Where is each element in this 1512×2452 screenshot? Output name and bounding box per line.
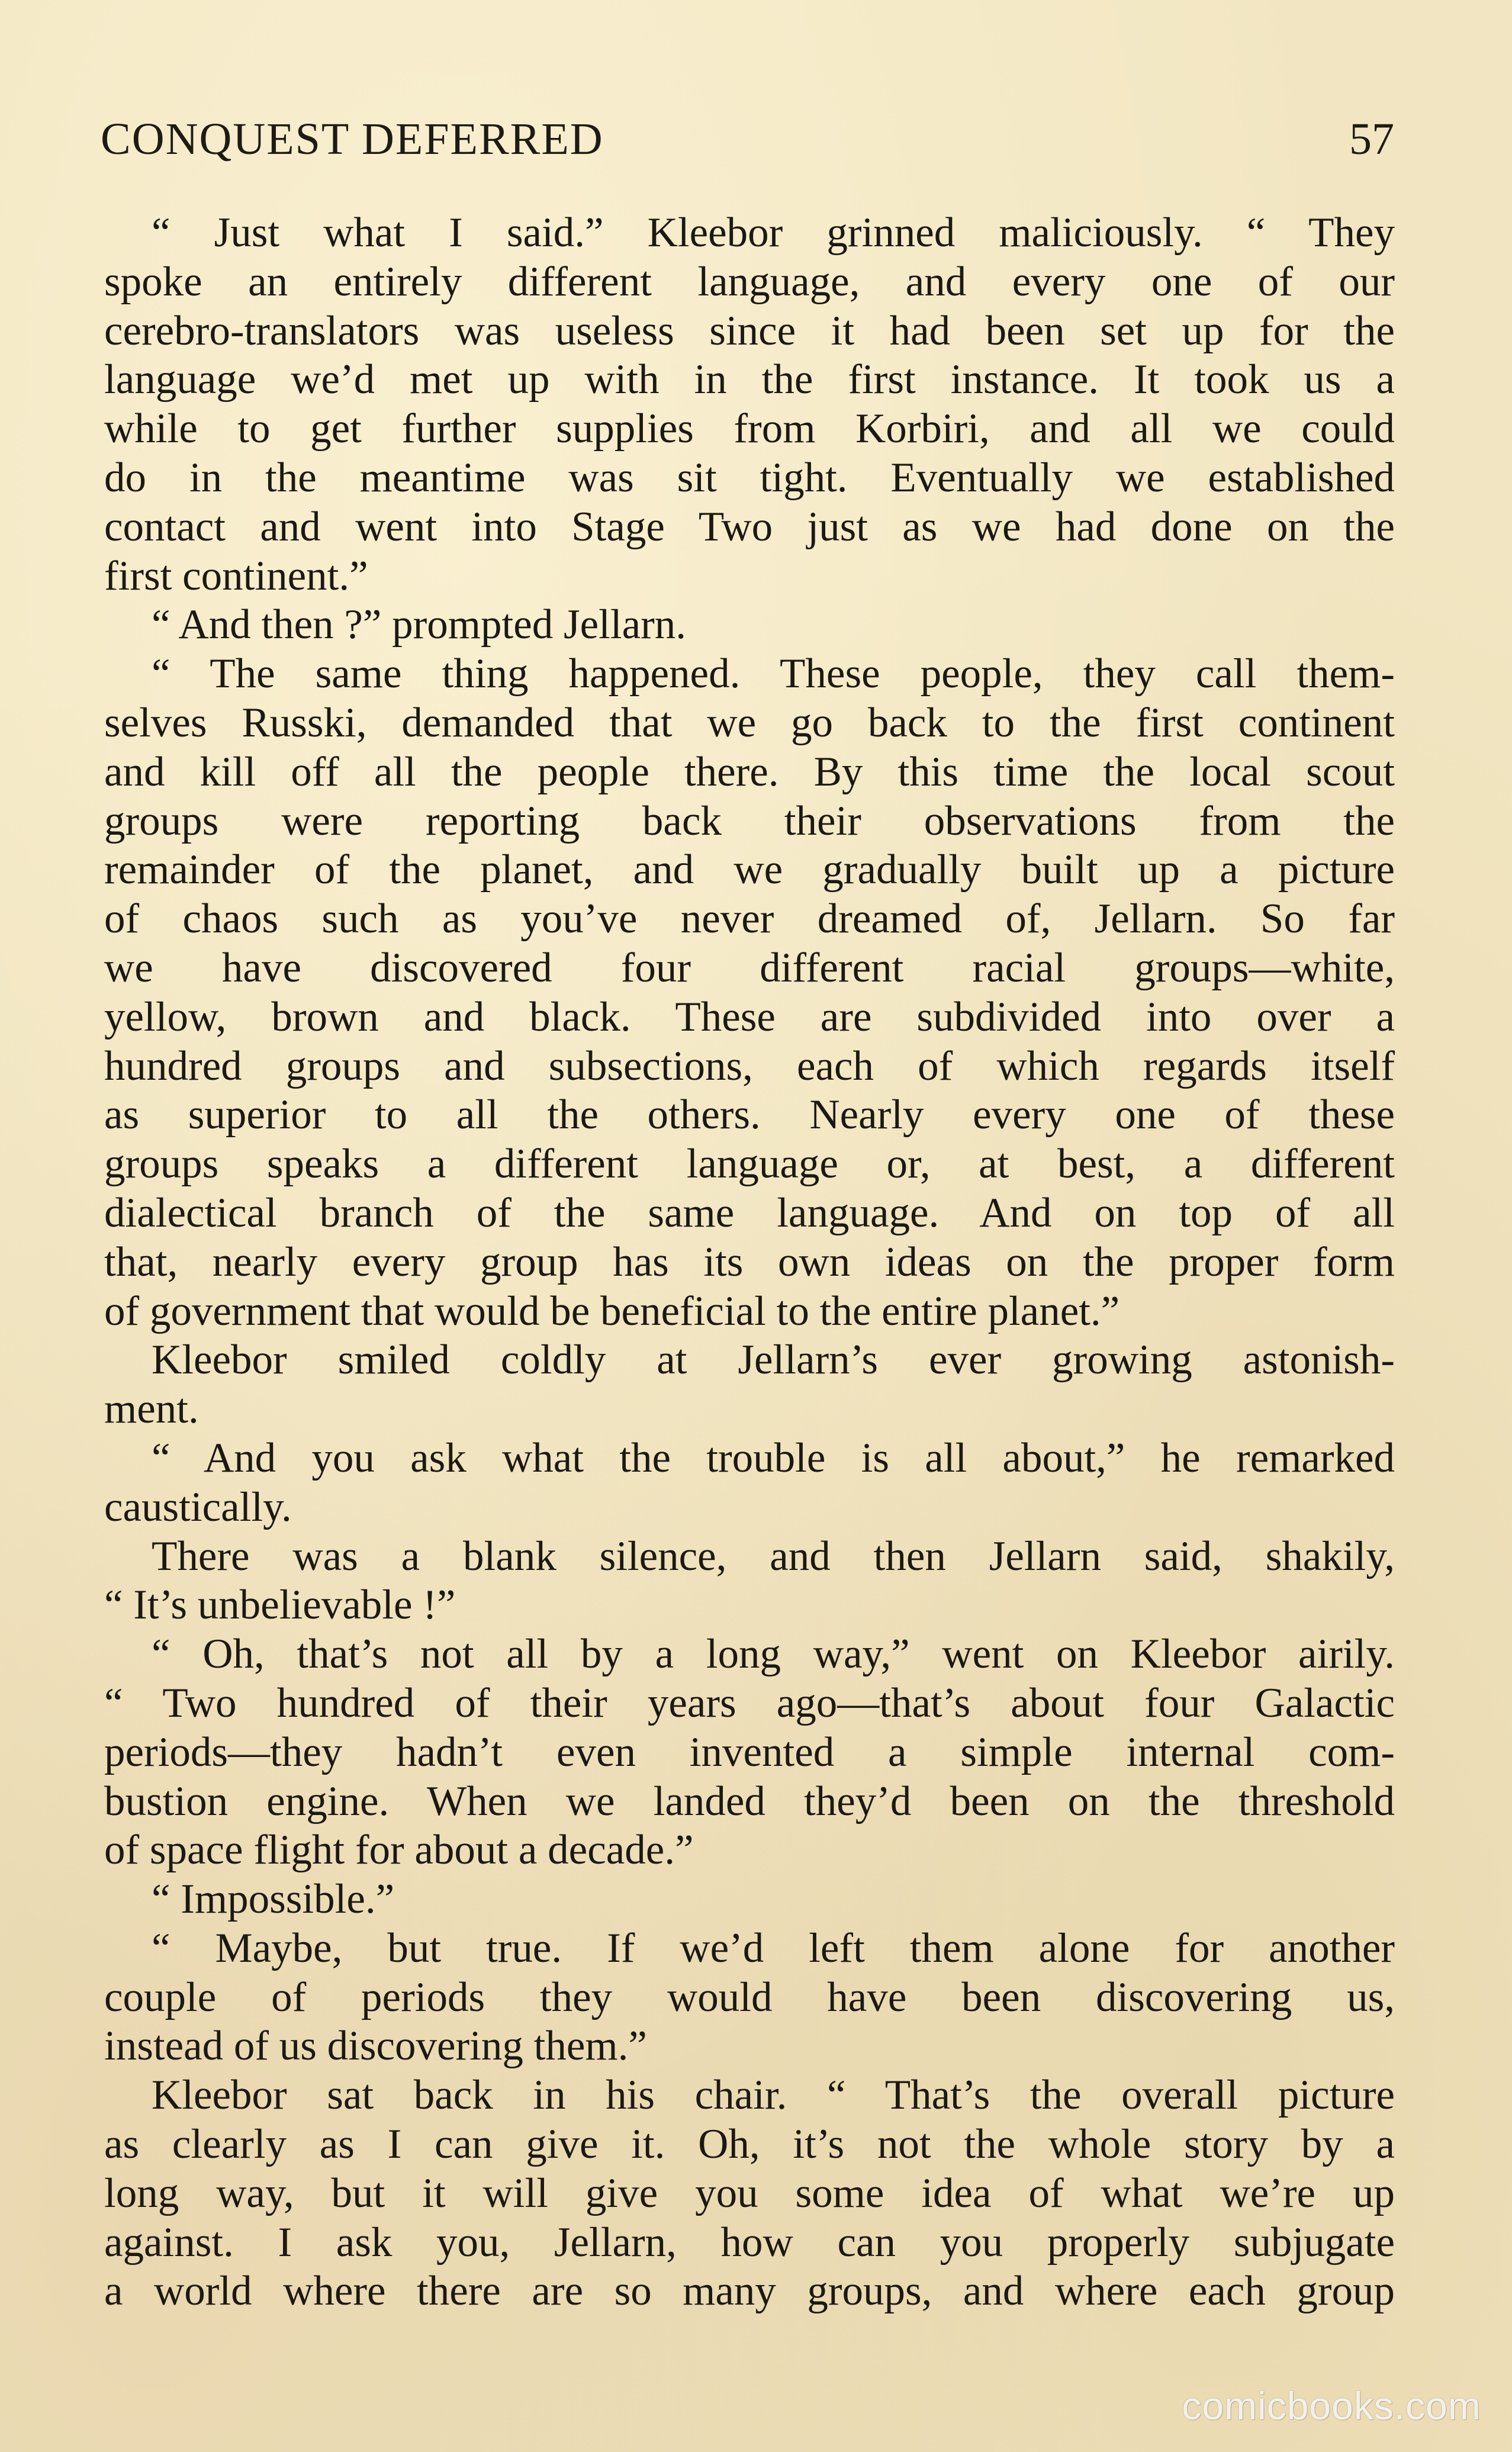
text-line: “ Just what I said.” Kleebor grinned maliciously. “ They — [152, 210, 1395, 256]
text-line: There was a blank silence, and then Jellarn said, shakily, — [152, 1533, 1395, 1579]
text-line: while to get further supplies from Korbiri, and all we could — [104, 406, 1395, 452]
text-line: of space flight for about a decade.” — [104, 1827, 694, 1874]
text-line: against. I ask you, Jellarn, how can you properly subjugate — [104, 2219, 1395, 2266]
text-line: ment. — [104, 1386, 199, 1433]
text-line: selves Russki, demanded that we go back to the first continent — [104, 699, 1395, 746]
text-line: spoke an entirely different language, and every one of our — [104, 258, 1395, 305]
text-line: “ And you ask what the trouble is all about,” he remarked — [152, 1434, 1395, 1481]
text-line: language we’d met up with in the first instance. It took us a — [104, 356, 1395, 403]
running-title: CONQUEST DEFERRED — [101, 114, 604, 164]
body-text — [104, 208, 1395, 2316]
text-line: “ It’s unbelievable !” — [104, 1582, 456, 1629]
page-number: 57 — [1349, 114, 1394, 164]
text-line: as superior to all the others. Nearly every one of these — [104, 1092, 1395, 1138]
text-line: of chaos such as you’ve never dreamed of, Jellarn. So far — [104, 896, 1395, 942]
text-line: yellow, brown and black. These are subdivided into over a — [104, 993, 1395, 1040]
text-line: long way, but it will give you some idea of what we’re up — [104, 2170, 1395, 2216]
text-line: hundred groups and subsections, each of which regards itself — [104, 1042, 1395, 1089]
running-header — [101, 107, 1394, 172]
text-line: Kleebor sat back in his chair. “ That’s the overall picture — [152, 2072, 1395, 2119]
text-line: contact and went into Stage Two just as we had done on the — [104, 503, 1395, 550]
text-line: a world where there are so many groups, and where each group — [104, 2268, 1395, 2315]
text-line: instead of us discovering them.” — [104, 2023, 647, 2070]
text-line: do in the meantime was sit tight. Eventually we established — [104, 454, 1395, 501]
text-line: “ Maybe, but true. If we’d left them alone for another — [152, 1925, 1395, 1971]
text-line: Kleebor smiled coldly at Jellarn’s ever growing astonish- — [152, 1337, 1395, 1383]
text-line: “ And then ?” prompted Jellarn. — [152, 601, 686, 648]
text-line: and kill off all the people there. By this time the local scout — [104, 748, 1395, 795]
text-line: dialectical branch of the same language. And on top of all — [104, 1189, 1395, 1236]
text-line: remainder of the planet, and we gradually built up a picture — [104, 847, 1395, 893]
text-line: couple of periods they would have been discovering us, — [104, 1974, 1395, 2020]
text-line: periods—they hadn’t even invented a simple internal com- — [104, 1729, 1395, 1775]
text-line: as clearly as I can give it. Oh, it’s not the whole story by a — [104, 2121, 1395, 2168]
text-line: bustion engine. When we landed they’d been on the threshold — [104, 1778, 1395, 1824]
text-line: we have discovered four different racial groups—white, — [104, 944, 1395, 991]
text-line: “ Oh, that’s not all by a long way,” went on Kleebor airily. — [152, 1631, 1395, 1678]
text-line: groups were reporting back their observations from the — [104, 797, 1395, 844]
text-line: groups speaks a different language or, at best, a different — [104, 1141, 1395, 1188]
text-line: “ Impossible.” — [152, 1876, 395, 1923]
text-line: “ The same thing happened. These people, they call them- — [152, 651, 1395, 697]
text-line: cerebro-translators was useless since it had been set up for the — [104, 307, 1395, 354]
text-line: caustically. — [104, 1484, 292, 1530]
text-line: “ Two hundred of their years ago—that’s about four Galactic — [104, 1679, 1395, 1726]
text-line: of government that would be beneficial to the entire planet.” — [104, 1288, 1120, 1334]
text-line: first continent.” — [104, 552, 368, 599]
watermark: comicbooks.com — [1182, 2384, 1481, 2428]
text-line: that, nearly every group has its own ideas on the proper form — [104, 1238, 1395, 1285]
